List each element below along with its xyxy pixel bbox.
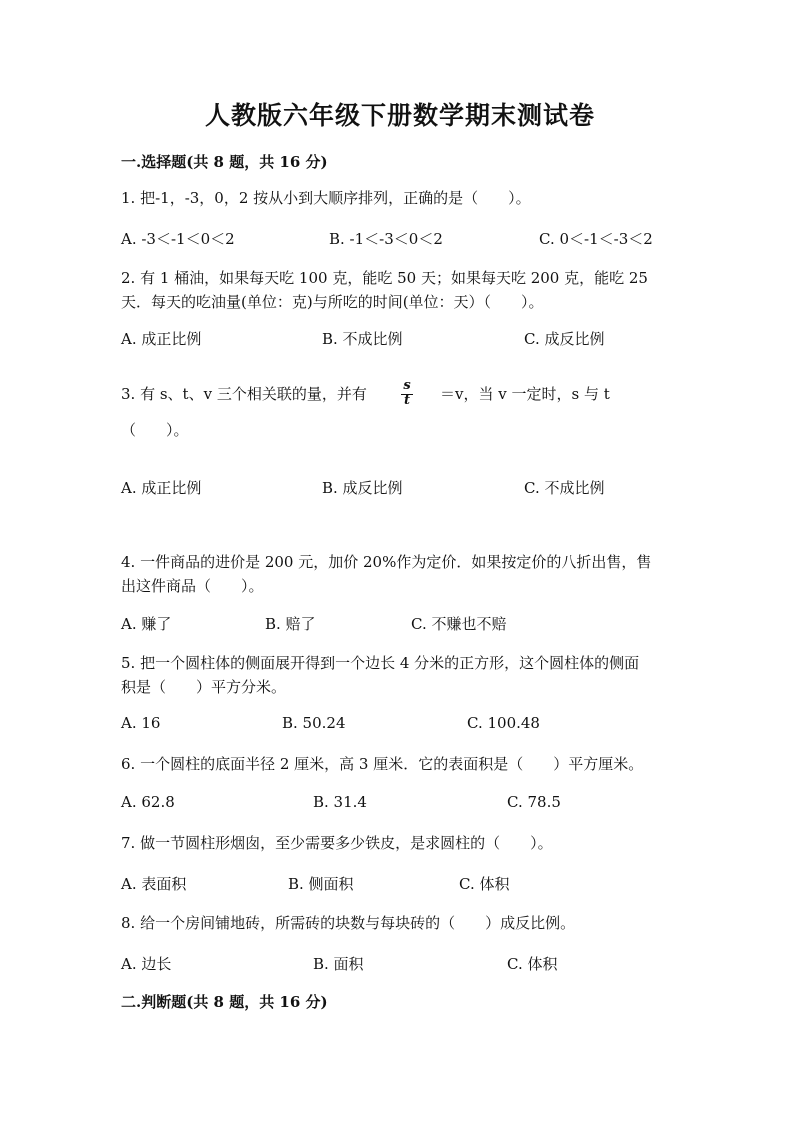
question-3-line-2: （ ）。 — [121, 421, 189, 439]
option-b: B. 50.24 — [282, 714, 346, 732]
option-c: C. 不成比例 — [524, 479, 605, 497]
question-4-line-2: 出这件商品（ ）。 — [121, 577, 264, 595]
question-7: 7. 做一节圆柱形烟囱，至少需要多少铁皮，是求圆柱的（ ）。 — [121, 834, 553, 852]
question-5-line-2: 积是（ ）平方分米。 — [121, 678, 287, 696]
fraction-denominator: t — [403, 393, 410, 408]
option-c: C. 0＜-1＜-3＜2 — [539, 230, 653, 248]
question-1: 1. 把-1，-3，0，2 按从小到大顺序排列，正确的是（ ）。 — [121, 189, 531, 207]
page-title: 人教版六年级下册数学期末测试卷 — [204, 101, 595, 130]
question-2-line-2: 天．每天的吃油量(单位：克)与所吃的时间(单位：天）（ ）。 — [121, 293, 544, 311]
section-heading-judgement: 二.判断题(共 8 题，共 16 分) — [121, 993, 328, 1011]
option-b: B. 成反比例 — [322, 479, 403, 497]
option-c: C. 78.5 — [507, 793, 561, 811]
option-a: A. 62.8 — [121, 793, 175, 811]
option-a: A. 16 — [121, 714, 161, 732]
option-b: B. 侧面积 — [288, 875, 354, 893]
question-3-text: 3. 有 s、t、v 三个相关联的量，并有 — [121, 385, 367, 403]
option-b: B. 赔了 — [265, 615, 316, 633]
question-3-text-continued: ＝v，当 v 一定时，s 与 t — [440, 385, 610, 403]
option-c: C. 100.48 — [467, 714, 540, 732]
option-a: A. 成正比例 — [121, 330, 202, 348]
option-b: B. 面积 — [313, 955, 364, 973]
question-5-line-1: 5. 把一个圆柱体的侧面展开得到一个边长 4 分米的正方形，这个圆柱体的侧面 — [121, 654, 640, 672]
question-2-line-1: 2. 有 1 桶油，如果每天吃 100 克，能吃 50 天；如果每天吃 200 克，能吃 25 — [121, 269, 648, 287]
question-8: 8. 给一个房间铺地砖，所需砖的块数与每块砖的（ ）成反比例。 — [121, 914, 576, 932]
option-c: C. 体积 — [459, 875, 510, 893]
option-a: A. 表面积 — [121, 875, 187, 893]
option-b: B. 不成比例 — [322, 330, 403, 348]
option-a: A. -3＜-1＜0＜2 — [121, 230, 235, 248]
option-b: B. 31.4 — [313, 793, 367, 811]
fraction-numerator: s — [403, 378, 411, 393]
option-a: A. 成正比例 — [121, 479, 202, 497]
option-a: A. 赚了 — [121, 615, 172, 633]
option-c: C. 不赚也不赔 — [411, 615, 507, 633]
option-b: B. -1＜-3＜0＜2 — [329, 230, 443, 248]
question-6: 6. 一个圆柱的底面半径 2 厘米，高 3 厘米．它的表面积是（ ）平方厘米。 — [121, 755, 644, 773]
section-heading-choice: 一.选择题(共 8 题，共 16 分) — [121, 153, 328, 171]
option-c: C. 成反比例 — [524, 330, 605, 348]
question-4-line-1: 4. 一件商品的进价是 200 元，加价 20%作为定价．如果按定价的八折出售，售 — [121, 553, 652, 571]
option-c: C. 体积 — [507, 955, 558, 973]
option-a: A. 边长 — [121, 955, 172, 973]
